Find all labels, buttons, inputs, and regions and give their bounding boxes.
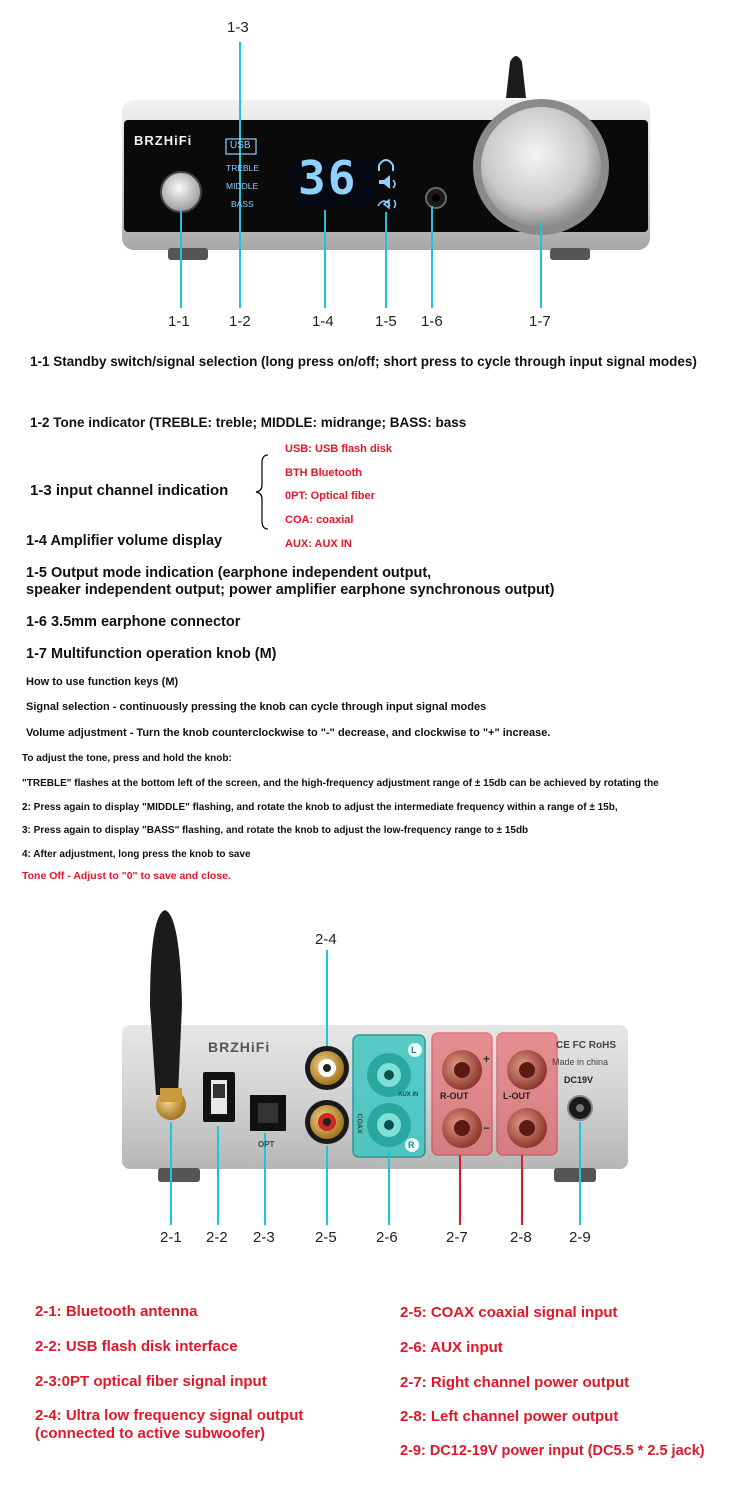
back-panel-svg (0, 900, 750, 1260)
callout-1-2: 1-2 (229, 313, 251, 330)
legend-2-7: 2-7: Right channel power output (400, 1374, 630, 1391)
callout-2-3: 2-3 (253, 1229, 275, 1246)
callout-2-6: 2-6 (376, 1229, 398, 1246)
input-list-coa: COA: coaxial (285, 514, 354, 526)
desc-tone-intro: To adjust the tone, press and hold the knob: (22, 753, 232, 764)
desc-tone-off: Tone Off - Adjust to "0" to save and close. (22, 870, 231, 882)
coax-label: COAX (355, 1113, 363, 1134)
input-list-aux: AUX: AUX IN (285, 538, 352, 550)
legend-2-2: 2-2: USB flash disk interface (35, 1338, 238, 1355)
legend-2-6: 2-6: AUX input (400, 1339, 503, 1356)
legend-2-4-sub: (connected to active subwoofer) (35, 1425, 266, 1442)
callout-2-5: 2-5 (315, 1229, 337, 1246)
dc-label: DC19V (564, 1075, 594, 1085)
volume-display: 36 (298, 151, 358, 205)
desc-1-4: 1-4 Amplifier volume display (26, 533, 223, 549)
brand-logo-back: BRZHiFi (208, 1039, 271, 1055)
callout-2-1: 2-1 (160, 1229, 182, 1246)
desc-tone-1: "TREBLE" flashes at the bottom left of the screen, and the high-frequency adjustment range of ± 15db can be achieved by rotating the (22, 778, 659, 789)
bass-indicator: BASS (231, 199, 254, 209)
desc-tone-3: 3: Press again to display "BASS" flashing, and rotate the knob to adjust the low-frequency range to ± 15db (22, 825, 529, 836)
callout-1-6: 1-6 (421, 313, 443, 330)
r-out-label: R-OUT (440, 1091, 469, 1101)
bt-antenna-shape (150, 910, 182, 1095)
callout-2-2: 2-2 (206, 1229, 228, 1246)
input-list-opt: 0PT: Optical fiber (285, 490, 375, 502)
desc-1-3: 1-3 input channel indication (30, 482, 229, 499)
desc-1-1: 1-1 Standby switch/signal selection (long press on/off; short press to cycle through input signal modes) (30, 354, 697, 369)
made-in-label: Made in china (552, 1057, 609, 1067)
opt-label: OPT (258, 1140, 275, 1149)
desc-1-2: 1-2 Tone indicator (TREBLE: treble; MIDDLE: midrange; BASS: bass (30, 415, 467, 430)
callout-2-4: 2-4 (315, 931, 337, 948)
legend-2-8: 2-8: Left channel power output (400, 1408, 619, 1425)
legend-2-9: 2-9: DC12-19V power input (DC5.5 * 2.5 jack) (400, 1443, 705, 1459)
l-channel-tag: L (411, 1045, 417, 1055)
desc-volume: Volume adjustment - Turn the knob counterclockwise to "-" decrease, and clockwise to "+" increase. (26, 727, 551, 739)
front-panel-figure (0, 0, 750, 340)
input-list-bth: BTH Bluetooth (285, 467, 362, 479)
desc-1-5b: speaker independent output; power amplifier earphone synchronous output) (26, 582, 555, 598)
callout-1-1: 1-1 (168, 313, 190, 330)
desc-1-5a: 1-5 Output mode indication (earphone independent output, (26, 565, 432, 581)
r-channel-tag: R (408, 1140, 415, 1150)
callout-2-7: 2-7 (446, 1229, 468, 1246)
callout-2-8: 2-8 (510, 1229, 532, 1246)
front-panel-svg (0, 0, 750, 340)
standby-button-shape (161, 172, 201, 212)
antenna-shape (506, 56, 526, 98)
desc-1-7: 1-7 Multifunction operation knob (M) (26, 646, 277, 662)
desc-tone-4: 4: After adjustment, long press the knob to save (22, 849, 251, 860)
desc-1-6: 1-6 3.5mm earphone connector (26, 614, 241, 630)
callout-1-5: 1-5 (375, 313, 397, 330)
desc-tone-2: 2: Press again to display "MIDDLE" flashing, and rotate the knob to adjust the intermediate frequency within a range of ± 15b, (22, 802, 618, 813)
legend-2-5: 2-5: COAX coaxial signal input (400, 1304, 618, 1321)
desc-how: How to use function keys (M) (26, 676, 179, 688)
legend-2-1: 2-1: Bluetooth antenna (35, 1303, 198, 1320)
minus-sign: − (483, 1121, 491, 1135)
callout-1-7: 1-7 (529, 313, 551, 330)
callout-1-3: 1-3 (227, 19, 249, 36)
brand-logo-front: BRZHiFi (134, 133, 193, 148)
usb-indicator: USB (230, 140, 251, 151)
back-panel-figure (0, 900, 750, 1260)
legend-2-3: 2-3:0PT optical fiber signal input (35, 1373, 267, 1390)
l-out-label: L-OUT (503, 1091, 531, 1101)
treble-indicator: TREBLE (226, 163, 260, 173)
aux-label: AUX IN (398, 1092, 419, 1098)
cert-marks: CE FC RoHS (556, 1040, 616, 1051)
legend-2-4: 2-4: Ultra low frequency signal output (35, 1407, 304, 1424)
curly-brace (256, 455, 268, 529)
callout-2-9: 2-9 (569, 1229, 591, 1246)
input-list-usb: USB: USB flash disk (285, 443, 392, 455)
callout-1-4: 1-4 (312, 313, 334, 330)
plus-sign: + (483, 1052, 491, 1066)
middle-indicator: MIDDLE (226, 181, 259, 191)
desc-signal: Signal selection - continuously pressing the knob can cycle through input signal modes (26, 701, 487, 713)
